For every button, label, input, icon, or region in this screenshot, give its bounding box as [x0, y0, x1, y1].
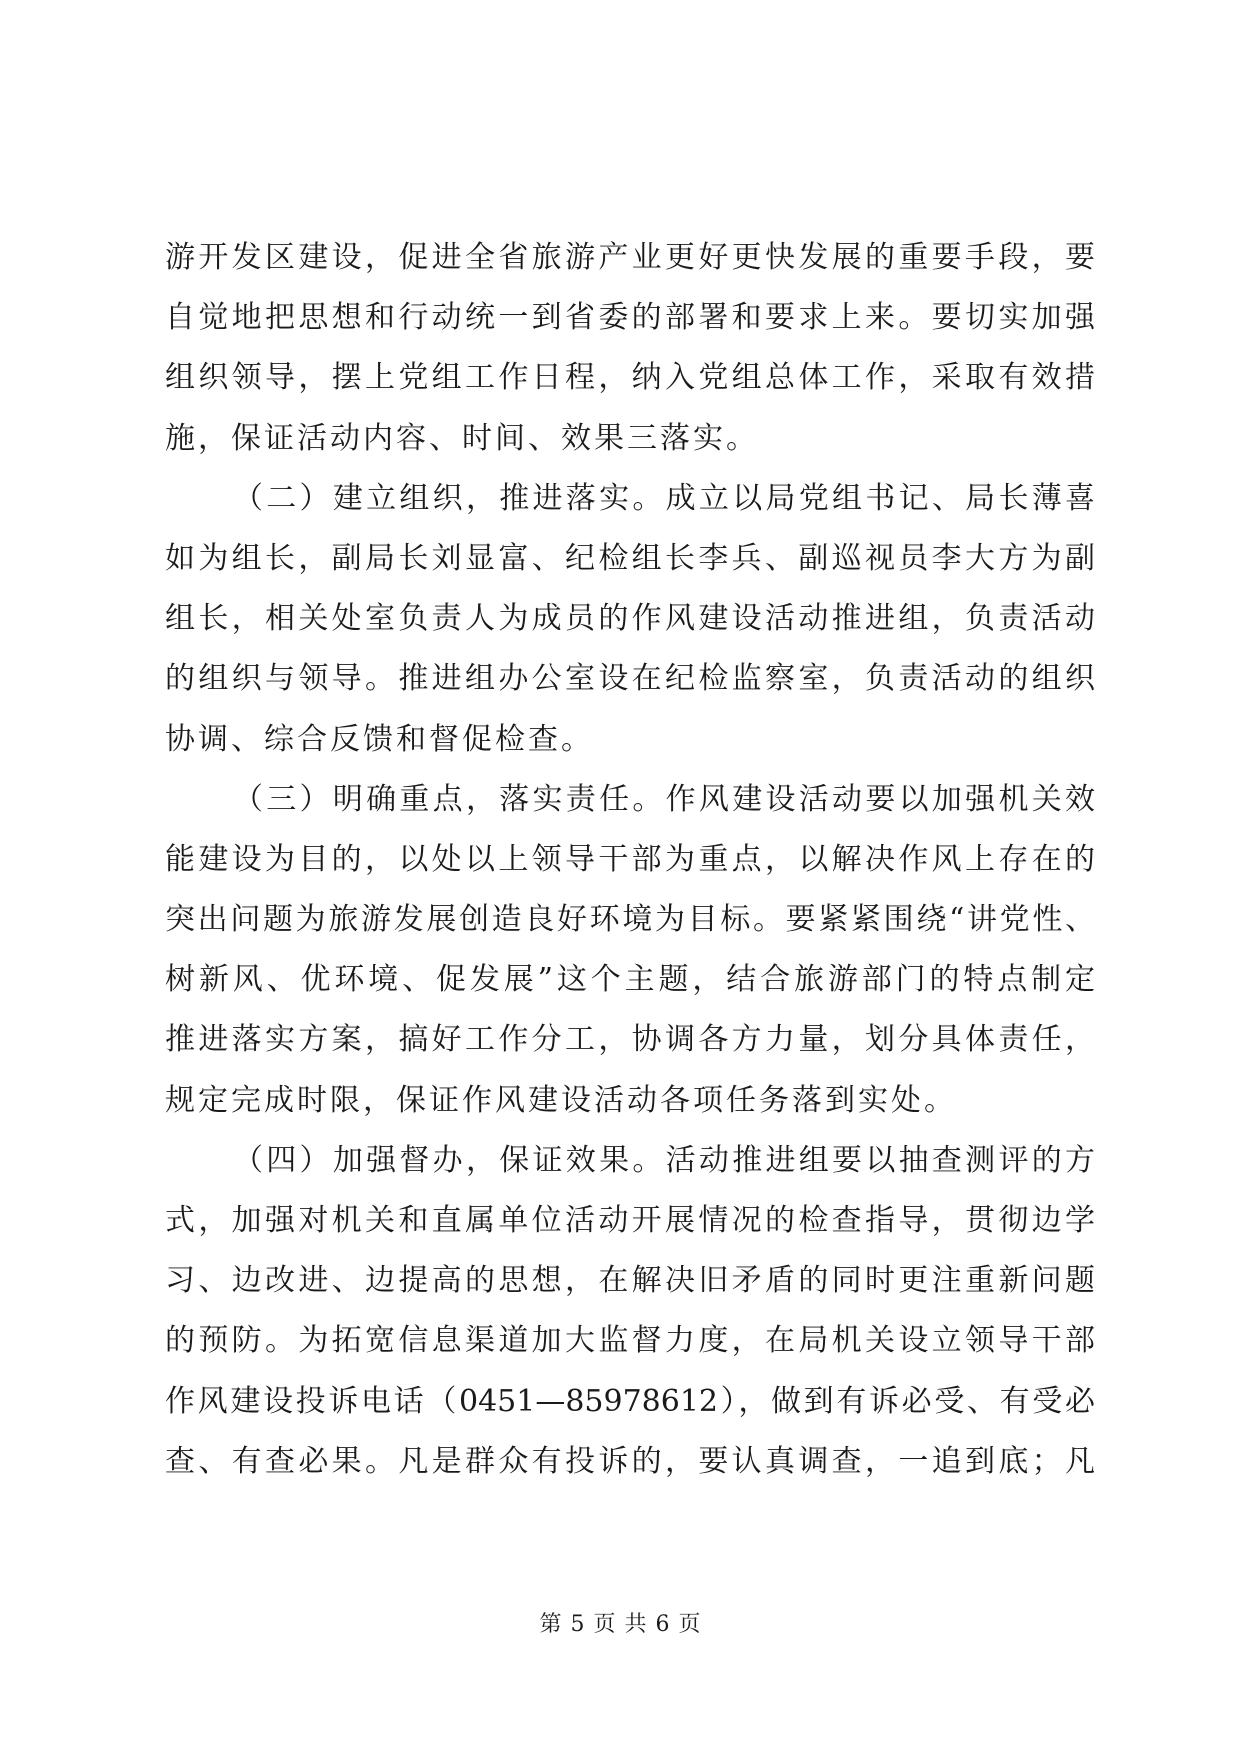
text-line: 习、边改进、边提高的思想，在解决旧矛盾的同时更注重新问题	[165, 1263, 1095, 1299]
text-line: 能建设为目的，以处以上领导干部为重点，以解决作风上存在的	[165, 841, 1095, 877]
text-line: 如为组长，副局长刘显富、纪检组长李兵、副巡视员李大方为副	[165, 540, 1095, 576]
text-line: 树新风、优环境、促发展”这个主题，结合旅游部门的特点制定	[165, 962, 1095, 998]
text-line: 式，加强对机关和直属单位活动开展情况的检查指导，贯彻边学	[165, 1203, 1095, 1238]
page-number-label: 第 5 页 共 6 页	[539, 1612, 702, 1637]
text-line: 游开发区建设，促进全省旅游产业更好更快发展的重要手段，要	[165, 240, 1095, 275]
text-line: 施，保证活动内容、时间、效果三落实。	[165, 420, 759, 456]
text-line: 的预防。为拓宽信息渠道加大监督力度，在局机关设立领导干部	[165, 1323, 1095, 1359]
page-footer	[0, 1610, 1241, 1640]
text-line: （四）加强督办，保证效果。活动推进组要以抽查测评的方	[233, 1142, 1095, 1178]
text-line: 规定完成时限，保证作风建设活动各项任务落到实处。	[165, 1082, 957, 1118]
text-line: 的组织与领导。推进组办公室设在纪检监察室，负责活动的组织	[165, 661, 1095, 697]
text-line: （二）建立组织，推进落实。成立以局党组书记、局长薄喜	[233, 480, 1095, 516]
text-line: 突出问题为旅游发展创造良好环境为目标。要紧紧围绕“讲党性、	[165, 902, 1095, 938]
text-line: 协调、综合反馈和督促检查。	[165, 721, 594, 757]
text-line: 组长，相关处室负责人为成员的作风建设活动推进组，负责活动	[165, 601, 1095, 637]
text-line: 作风建设投诉电话（0451—85978612），做到有诉必受、有受必	[165, 1383, 1095, 1419]
text-line: 自觉地把思想和行动统一到省委的部署和要求上来。要切实加强	[165, 300, 1095, 336]
text-line: 推进落实方案，搞好工作分工，协调各方力量，划分具体责任，	[165, 1022, 1095, 1058]
text-line: 组织领导，摆上党组工作日程，纳入党组总体工作，采取有效措	[165, 360, 1095, 396]
text-line: 查、有查必果。凡是群众有投诉的，要认真调查，一追到底；凡	[165, 1443, 1095, 1479]
text-line: （三）明确重点，落实责任。作风建设活动要以加强机关效	[233, 781, 1095, 817]
body-text	[165, 228, 1095, 1492]
